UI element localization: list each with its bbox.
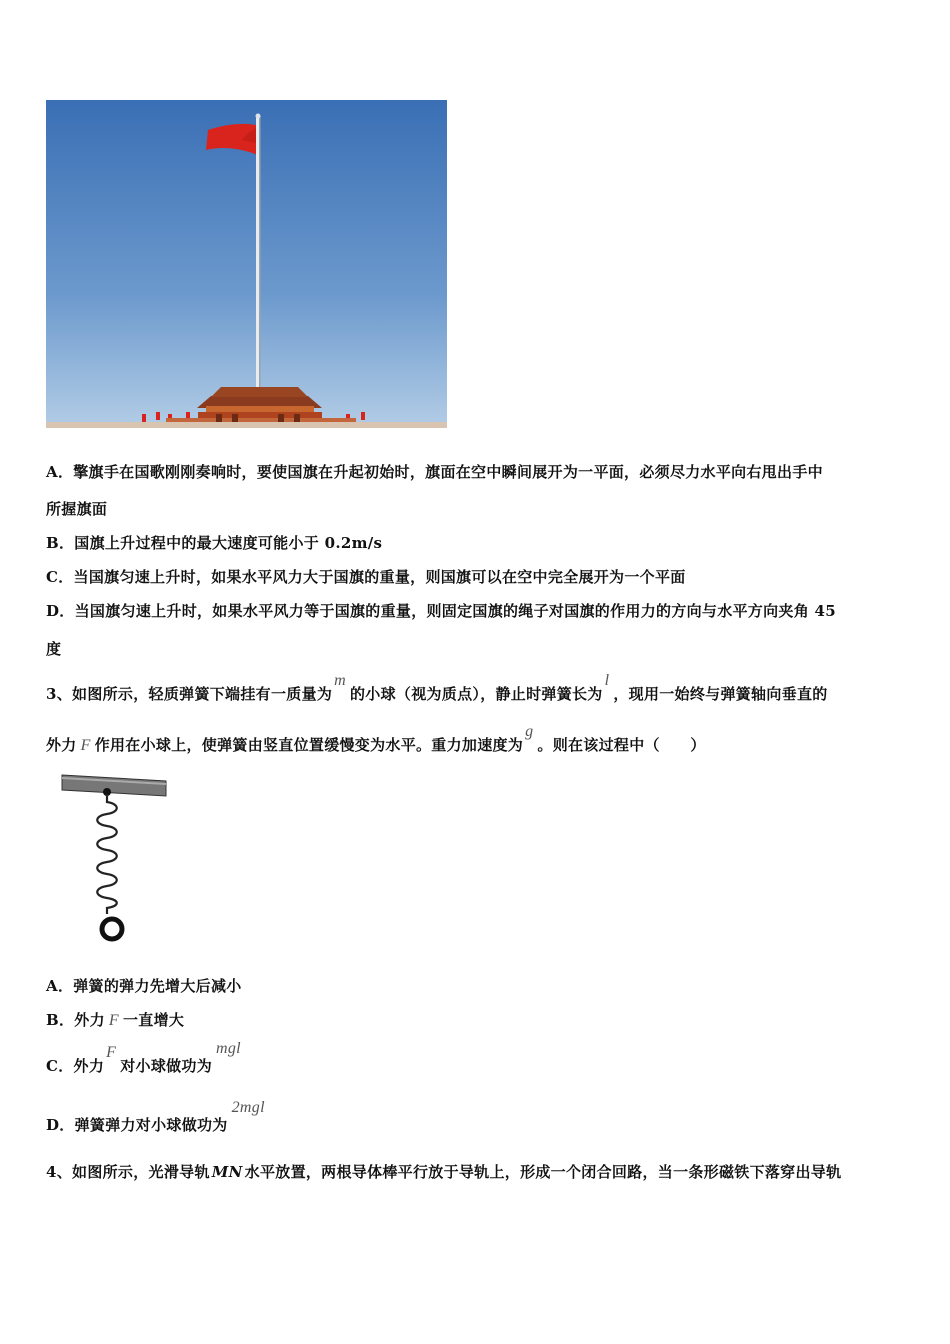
q3-text: C．外力 [46,1057,105,1075]
q2-option-c: C．当国旗匀速上升时，如果水平风力大于国旗的重量，则国旗可以在空中完全展开为一个平面 [46,568,686,586]
q3-text: 。则在该过程中（ ） [537,736,706,754]
q3-text: 对小球做功为 [120,1057,213,1075]
q3-text: ，现用一始终与弹簧轴向垂直的 [613,685,828,703]
q3-option-c [46,1040,241,1076]
q3-text: 作用在小球上，使弹簧由竖直位置缓慢变为水平。重力加速度为 [94,736,524,754]
q3-var-f: F [106,1044,117,1061]
q2-option-a-line1: A．擎旗手在国歌刚刚奏响时，要使国旗在升起初始时，旗面在空中瞬间展开为一平面，必须尽力水平向右甩出手中 [46,463,823,481]
q2-option-d-line2: 度 [46,640,62,658]
q3-expr-2mgl: 2mgl [231,1099,265,1116]
q3-option-b [46,1009,184,1030]
q3-option-a: A．弹簧的弹力先增大后减小 [46,977,242,995]
ball [102,919,122,939]
q4-text: 4、如图所示，光滑导轨 [46,1163,210,1181]
q3-var-f: F [80,737,91,754]
spring-ball-icon [60,772,170,944]
q4-stem-line1 [46,1161,841,1182]
q3-var-f: F [108,1012,119,1029]
flag-photo [46,100,447,428]
q3-text: D．弹簧弹力对小球做功为 [46,1116,228,1134]
q2-option-a-line2: 所握旗面 [46,500,108,518]
q3-expr-mgl: mgl [216,1040,241,1057]
q3-text: 外力 [46,736,77,754]
q3-text: 3、如图所示，轻质弹簧下端挂有一质量为 [46,685,333,703]
spring-coils [97,794,117,914]
q4-var-mn: MN [211,1163,243,1181]
q3-var-l: l [604,672,610,689]
q2-option-b: B．国旗上升过程中的最大速度可能小于 0.2m/s [46,534,383,552]
q4-text: 水平放置，两根导体棒平行放于导轨上，形成一个闭合回路，当一条形磁铁下落穿出导轨 [244,1163,842,1181]
q3-text: 的小球（视为质点），静止时弹簧长为 [350,685,603,703]
q3-text: 一直增大 [122,1011,185,1029]
spring-figure [60,772,170,944]
q3-stem-line2 [46,723,706,755]
q3-option-d [46,1099,265,1135]
flagpole-photo-icon [46,100,447,428]
q3-var-g: g [525,723,534,740]
q3-var-m: m [334,672,346,689]
q3-stem-line1 [46,672,828,704]
q2-option-d-line1: D．当国旗匀速上升时，如果水平风力等于国旗的重量，则固定国旗的绳子对国旗的作用力的方向与水平方向夹角 45 [46,602,837,620]
q3-text: B．外力 [46,1011,105,1029]
